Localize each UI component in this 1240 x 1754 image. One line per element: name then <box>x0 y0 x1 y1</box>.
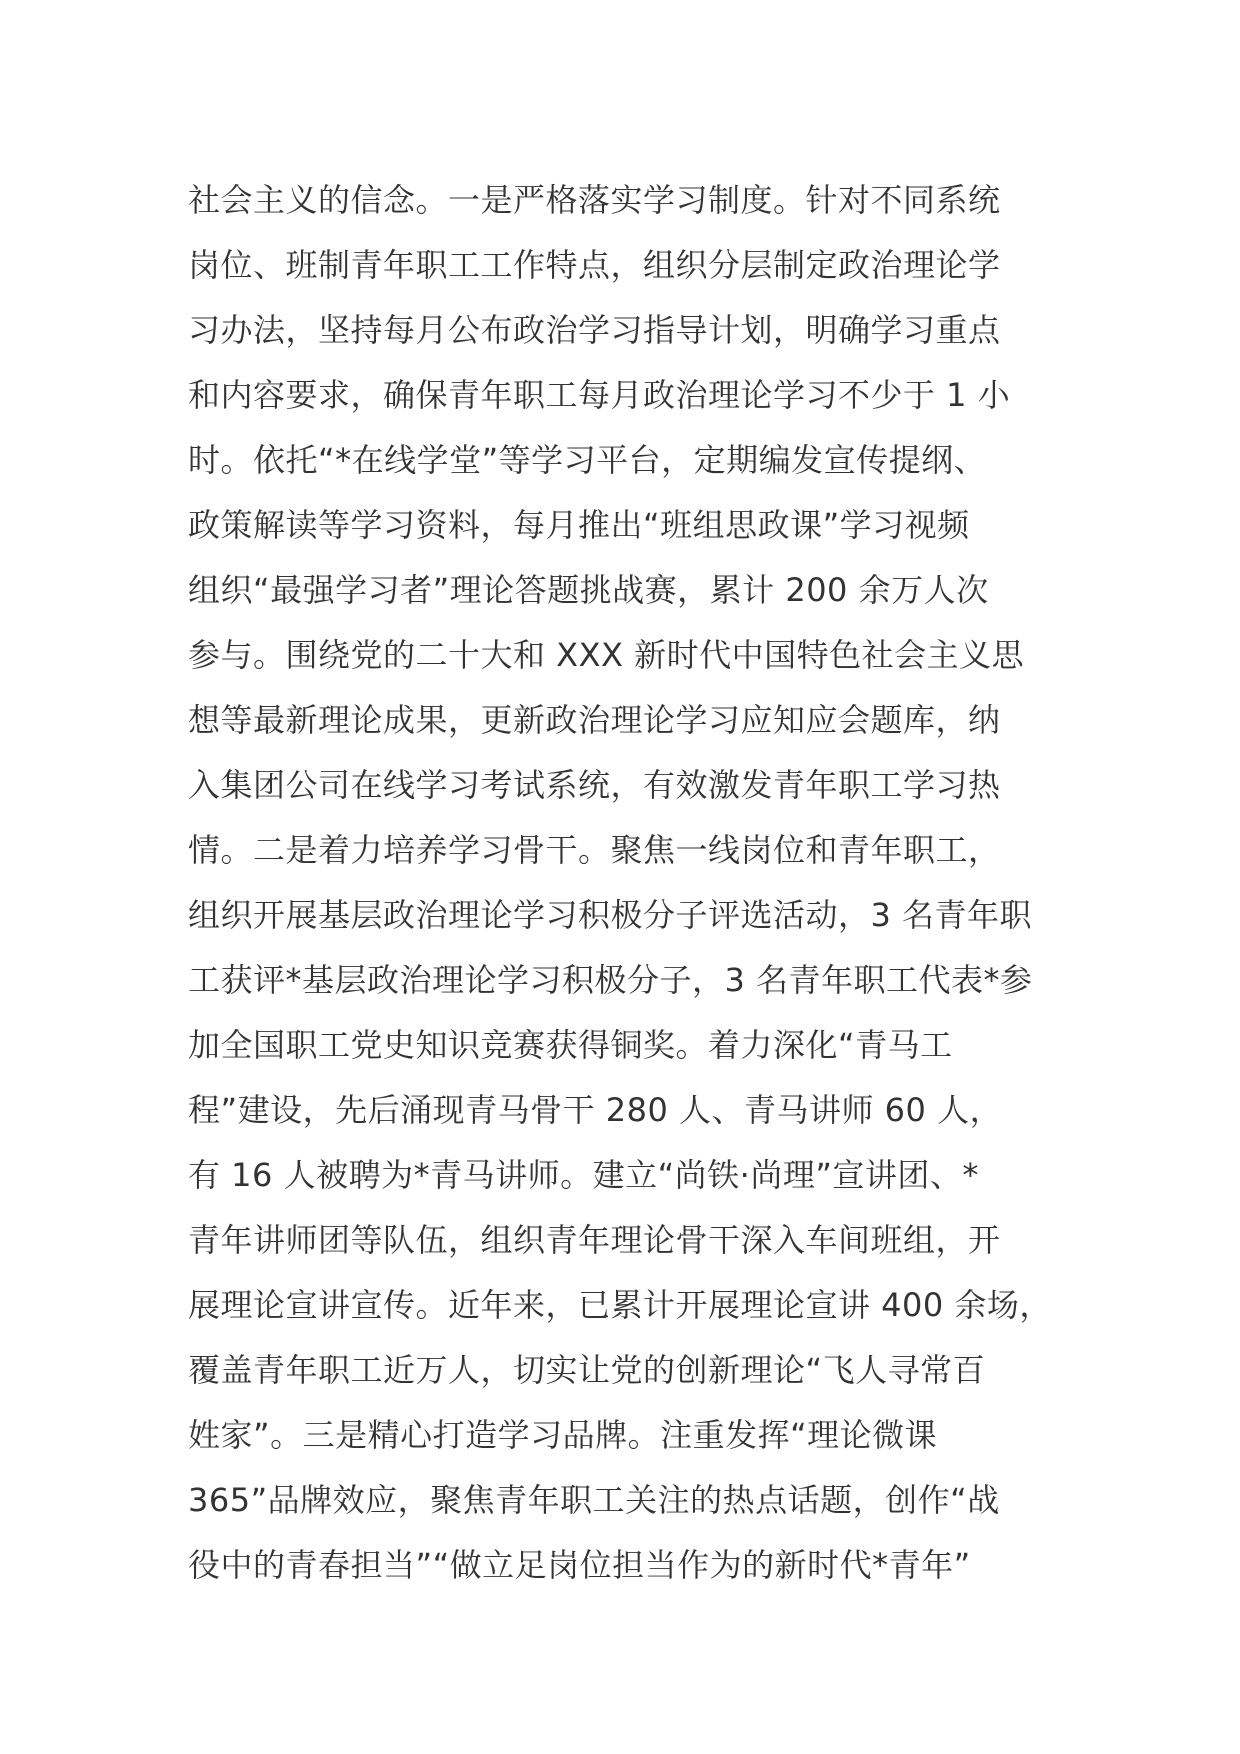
text-line: 社会主义的信念。一是严格落实学习制度。针对不同系统 <box>188 181 1001 219</box>
text-line: 覆盖青年职工近万人，切实让党的创新理论“飞人寻常百 <box>188 1351 986 1389</box>
text-line: 和内容要求，确保青年职工每月政治理论学习不少于 1 小 <box>188 376 1011 414</box>
body-text <box>188 168 1088 1598</box>
text-line: 青年讲师团等队伍，组织青年理论骨干深入车间班组，开 <box>188 1221 1001 1259</box>
text-line: 入集团公司在线学习考试系统，有效激发青年职工学习热 <box>188 766 1001 804</box>
text-line: 参与。围绕党的二十大和 XXX 新时代中国特色社会主义思 <box>188 636 1025 674</box>
text-line: 有 16 人被聘为*青马讲师。建立“尚铁·尚理”宣讲团、* <box>188 1156 979 1194</box>
text-line: 时。依托“*在线学堂”等学习平台，定期编发宣传提纲、 <box>188 441 987 479</box>
text-line: 工获评*基层政治理论学习积极分子，3 名青年职工代表*参 <box>188 961 1033 999</box>
text-line: 365”品牌效应，聚焦青年职工关注的热点话题，创作“战 <box>188 1481 1000 1519</box>
text-line: 情。二是着力培养学习骨干。聚焦一线岗位和青年职工， <box>188 831 1001 869</box>
text-line: 想等最新理论成果，更新政治理论学习应知应会题库，纳 <box>188 701 1001 739</box>
text-line: 组织“最强学习者”理论答题挑战赛，累计 200 余万人次 <box>188 571 989 609</box>
text-line: 役中的青春担当”“做立足岗位担当作为的新时代*青年” <box>188 1546 971 1584</box>
text-line: 组织开展基层政治理论学习积极分子评选活动，3 名青年职 <box>188 896 1033 934</box>
text-line: 程”建设，先后涌现青马骨干 280 人、青马讲师 60 人， <box>188 1091 1003 1129</box>
text-line: 加全国职工党史知识竞赛获得铜奖。着力深化“青马工 <box>188 1026 953 1064</box>
text-line: 政策解读等学习资料，每月推出“班组思政课”学习视频 <box>188 506 970 544</box>
text-line: 习办法，坚持每月公布政治学习指导计划，明确学习重点 <box>188 311 1001 349</box>
text-line: 岗位、班制青年职工工作特点，组织分层制定政治理论学 <box>188 246 1001 284</box>
text-line: 姓家”。三是精心打造学习品牌。注重发挥“理论微课 <box>188 1416 938 1454</box>
text-line: 展理论宣讲宣传。近年来，已累计开展理论宣讲 400 余场， <box>188 1286 1052 1324</box>
